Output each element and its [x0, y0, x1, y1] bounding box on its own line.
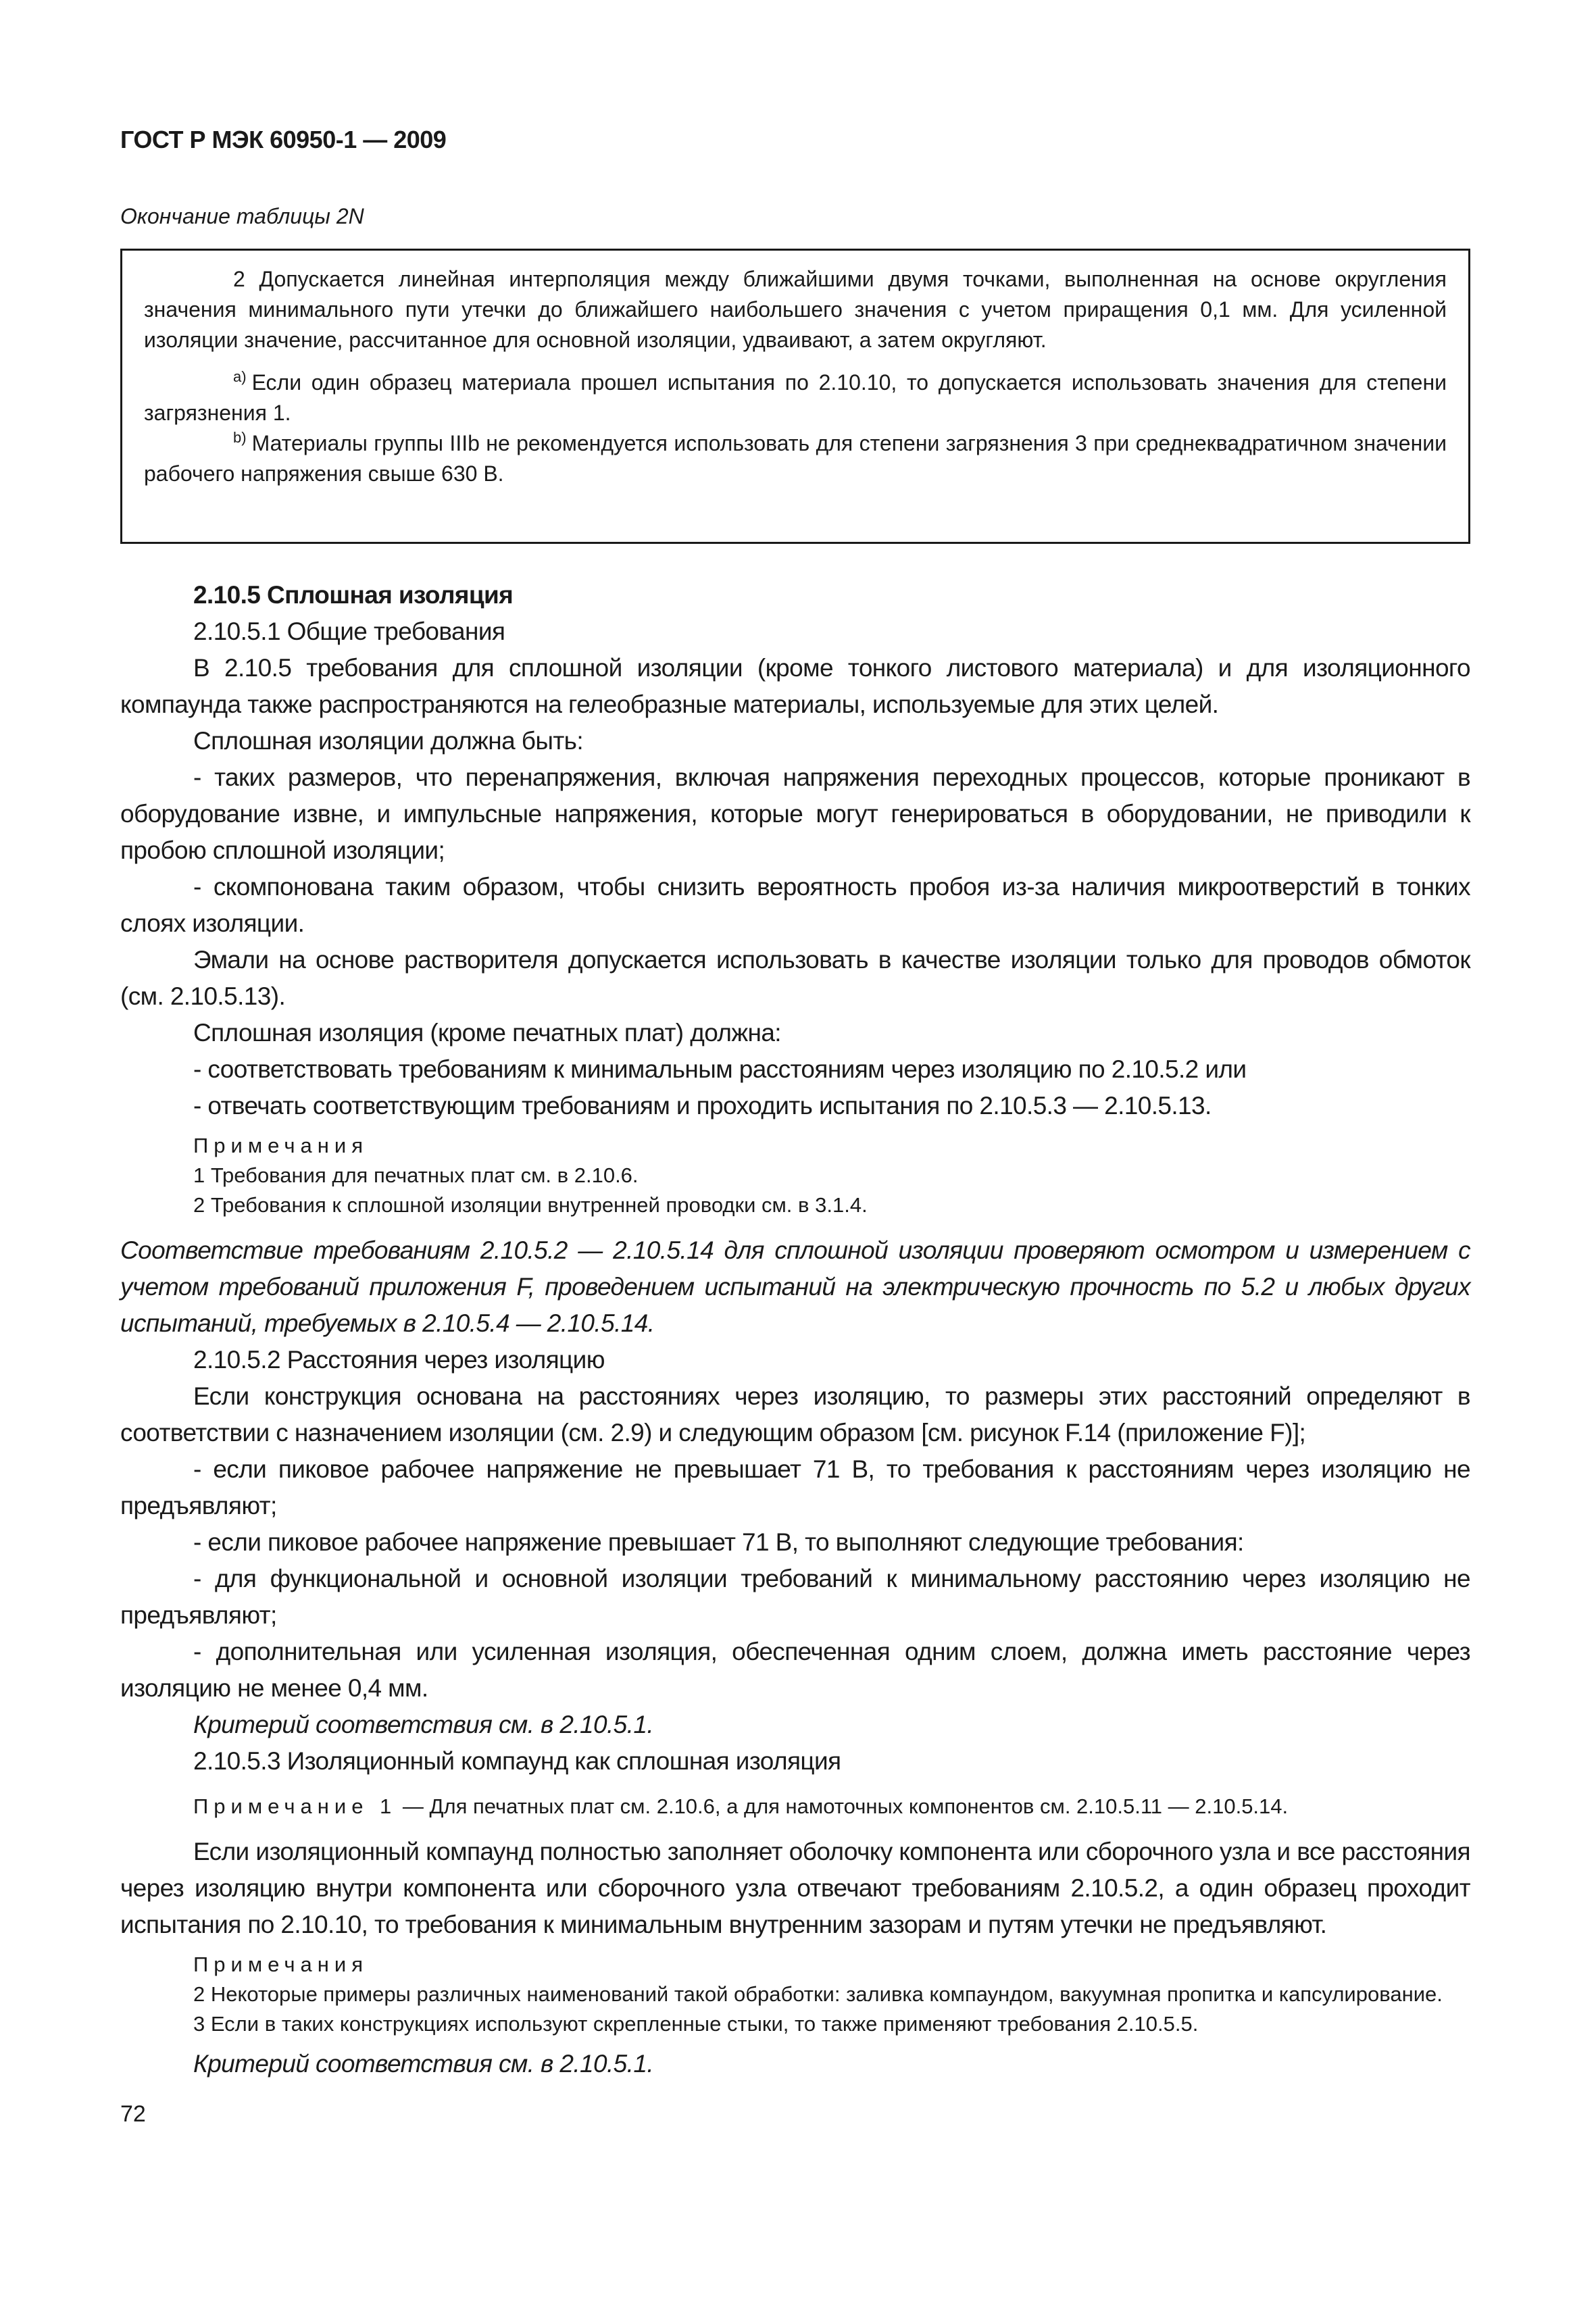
footnote-b-mark: b) — [233, 429, 247, 447]
main-text — [120, 577, 1470, 2082]
note-inline — [120, 1792, 1470, 1821]
subsection-heading: 2.10.5.2 Расстояния через изоляцию — [193, 1346, 605, 1374]
list-item: - таких размеров, что перенапряжения, включая напряжения переходных процессов, которые проникают в оборудование извне, и импульсные напряжения, которые могут генерироваться в оборудовании, не приводили к пробою сплошной изоляции; — [120, 763, 1470, 864]
note-inline-text: — Для печатных плат см. 2.10.6, а для намоточных компонентов см. 2.10.5.11 — 2.10.5.14. — [397, 1794, 1289, 1818]
compliance-statement: Соответствие требованиям 2.10.5.2 — 2.10.5.14 для сплошной изоляции проверяют осмотром и измерением с учетом требований приложения F, проведением испытаний на электрическую прочность по 5.2 и любых других испытаний, требуемых в 2.10.5.4 — 2.10.5.14. — [120, 1236, 1470, 1337]
note-item: 2 Некоторые примеры различных наименований такой обработки: заливка компаундом, вакуумная пропитка и капсулирование. — [193, 1982, 1443, 2006]
list-item: - отвечать соответствующим требованиям и проходить испытания по 2.10.5.3 — 2.10.5.13. — [193, 1092, 1212, 1120]
page-number: 72 — [120, 2101, 146, 2127]
compliance-criterion: Критерий соответствия см. в 2.10.5.1. — [193, 1711, 653, 1738]
list-item: - соответствовать требованиям к минимальным расстояниям через изоляцию по 2.10.5.2 или — [193, 1055, 1247, 1083]
list-item: - если пиковое рабочее напряжение не превышает 71 В, то требования к расстояниям через изоляцию не предъявляют; — [120, 1455, 1470, 1519]
footnote-b — [144, 428, 1447, 489]
note-inline-label: Примечание 1 — [193, 1794, 397, 1818]
paragraph: Если изоляционный компаунд полностью заполняет оболочку компонента или сборочного узла и все расстояния через изоляцию внутри компонента или сборочного узла отвечают требованиям 2.10.5.2, а один образец проходит испытания по 2.10.10, то требования к минимальным внутренним зазорам и путям утечки не предъявляют. — [120, 1838, 1470, 1938]
subsection-heading: 2.10.5.3 Изоляционный компаунд как сплошная изоляция — [193, 1747, 841, 1775]
notes-label: Примечания — [193, 1953, 368, 1976]
note-item: 1 Требования для печатных плат см. в 2.10.6. — [193, 1163, 639, 1187]
paragraph: Сплошная изоляции должна быть: — [193, 727, 584, 755]
subsection-heading: 2.10.5.1 Общие требования — [193, 618, 505, 645]
footnote-a — [144, 368, 1447, 428]
notes-label: Примечания — [193, 1134, 368, 1157]
paragraph: Сплошная изоляция (кроме печатных плат) должна: — [193, 1019, 781, 1047]
compliance-criterion: Критерий соответствия см. в 2.10.5.1. — [193, 2050, 653, 2078]
paragraph: В 2.10.5 требования для сплошной изоляции (кроме тонкого листового материала) и для изоляционного компаунда также распространяются на гелеобразные материалы, используемые для этих целей. — [120, 654, 1470, 718]
footnote-a-mark: a) — [233, 368, 247, 386]
list-item: - скомпонована таким образом, чтобы снизить вероятность пробоя из-за наличия микроотверстий в тонких слоях изоляции. — [120, 873, 1470, 937]
list-item: - для функциональной и основной изоляции требований к минимальному расстоянию через изоляцию не предъявляют; — [120, 1565, 1470, 1629]
footnote-b-text: Материалы группы IIIb не рекомендуется использовать для степени загрязнения 3 при среднеквадратичном значении рабочего напряжения свыше 630 В. — [144, 431, 1447, 486]
note-item: 3 Если в таких конструкциях используют скрепленные стыки, то также применяют требования 2.10.5.5. — [193, 2012, 1199, 2036]
note-item: 2 Требования к сплошной изоляции внутренней проводки см. в 3.1.4. — [193, 1193, 868, 1217]
list-item: - если пиковое рабочее напряжение превышает 71 В, то выполняют следующие требования: — [193, 1528, 1244, 1556]
paragraph: Эмали на основе растворителя допускается использовать в качестве изоляции только для проводов обмоток (см. 2.10.5.13). — [120, 946, 1470, 1010]
table-continuation-caption: Окончание таблицы 2N — [120, 204, 364, 228]
footnote-a-text: Если один образец материала прошел испытания по 2.10.10, то допускается использовать значения для степени загрязнения 1. — [144, 370, 1447, 425]
section-heading: 2.10.5 Сплошная изоляция — [193, 581, 514, 609]
standard-code-header: ГОСТ Р МЭК 60950-1 — 2009 — [120, 126, 447, 153]
table-note-2: 2 Допускается линейная интерполяция между ближайшими двумя точками, выполненная на основе округления значения минимального пути утечки до ближайшего наибольшего значения с учетом приращения 0,1 мм. Для усиленной изоляции значение, рассчитанное для основной изоляции, удваивают, а затем округляют. — [144, 267, 1447, 352]
list-item: - дополнительная или усиленная изоляция, обеспеченная одним слоем, должна иметь расстояние через изоляцию не менее 0,4 мм. — [120, 1638, 1470, 1702]
paragraph: Если конструкция основана на расстояниях через изоляцию, то размеры этих расстояний определяют в соответствии с назначением изоляции (см. 2.9) и следующим образом [см. рисунок F.14 (приложение F)]; — [120, 1382, 1470, 1447]
table-notes-box — [120, 249, 1470, 544]
